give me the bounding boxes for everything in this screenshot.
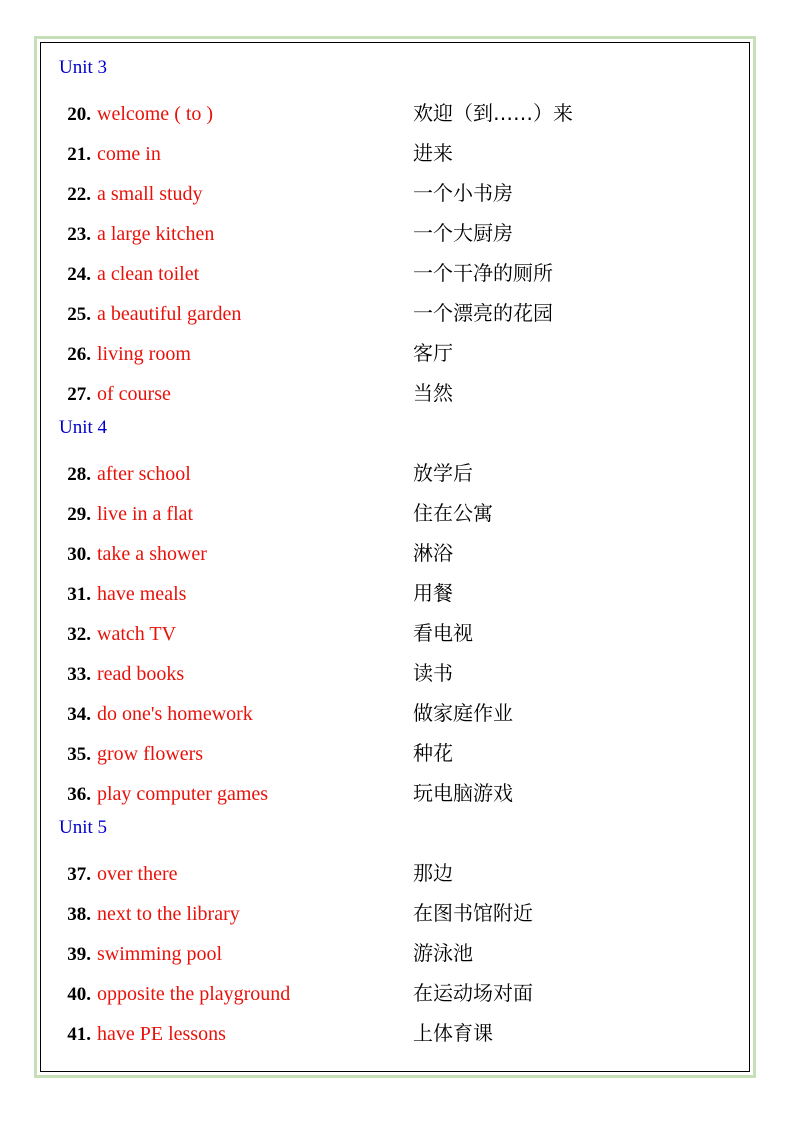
entry-chinese: 玩电脑游戏 bbox=[413, 781, 513, 805]
vocabulary-row bbox=[55, 177, 749, 217]
entry-number: 26. bbox=[67, 344, 91, 365]
vocabulary-row bbox=[55, 897, 749, 937]
entry-english: read books bbox=[97, 663, 185, 685]
entry-number: 35. bbox=[67, 744, 91, 765]
entry-chinese: 在运动场对面 bbox=[413, 981, 533, 1005]
entry-number: 27. bbox=[67, 384, 91, 405]
entry-number: 32. bbox=[67, 624, 91, 645]
entry-english: live in a flat bbox=[97, 503, 194, 525]
vocabulary-row bbox=[55, 377, 749, 417]
entry-number: 34. bbox=[67, 704, 91, 725]
unit-heading-label: Unit 5 bbox=[59, 817, 108, 838]
entry-number: 20. bbox=[67, 104, 91, 125]
entry-number: 38. bbox=[67, 904, 91, 925]
vocabulary-row bbox=[55, 777, 749, 817]
entry-english: take a shower bbox=[97, 543, 207, 565]
vocabulary-row bbox=[55, 337, 749, 377]
entry-english: a beautiful garden bbox=[97, 303, 242, 325]
entry-english: grow flowers bbox=[97, 743, 204, 765]
entry-number: 36. bbox=[67, 784, 91, 805]
entry-english: have meals bbox=[97, 583, 187, 605]
entry-english: come in bbox=[97, 143, 161, 165]
entry-chinese: 看电视 bbox=[413, 621, 473, 645]
entry-number: 28. bbox=[67, 464, 91, 485]
entry-chinese: 一个干净的厕所 bbox=[413, 261, 553, 285]
vocabulary-row bbox=[55, 937, 749, 977]
entry-chinese: 游泳池 bbox=[413, 941, 473, 965]
vocabulary-row bbox=[55, 97, 749, 137]
entry-english: do one's homework bbox=[97, 703, 253, 725]
entry-english: next to the library bbox=[97, 903, 240, 925]
vocabulary-row bbox=[55, 737, 749, 777]
entry-number: 24. bbox=[67, 264, 91, 285]
entry-english: over there bbox=[97, 863, 178, 885]
entry-chinese: 那边 bbox=[413, 861, 453, 885]
entry-chinese: 放学后 bbox=[413, 461, 473, 485]
entry-number: 41. bbox=[67, 1024, 91, 1045]
entry-number: 29. bbox=[67, 504, 91, 525]
page-border-inner bbox=[40, 42, 750, 1072]
vocabulary-row bbox=[55, 857, 749, 897]
page-border-outer bbox=[34, 36, 756, 1078]
vocabulary-row bbox=[55, 657, 749, 697]
entry-number: 31. bbox=[67, 584, 91, 605]
entry-chinese: 做家庭作业 bbox=[413, 701, 513, 725]
entry-english: a small study bbox=[97, 183, 203, 205]
entry-chinese: 淋浴 bbox=[413, 541, 453, 565]
vocabulary-row bbox=[55, 1017, 749, 1057]
vocabulary-row bbox=[55, 137, 749, 177]
entry-number: 21. bbox=[67, 144, 91, 165]
entry-chinese: 住在公寓 bbox=[413, 501, 493, 525]
entry-english: swimming pool bbox=[97, 943, 223, 965]
vocabulary-row bbox=[55, 617, 749, 657]
vocabulary-row bbox=[55, 497, 749, 537]
entry-english: living room bbox=[97, 343, 191, 365]
entry-number: 25. bbox=[67, 304, 91, 325]
entry-number: 22. bbox=[67, 184, 91, 205]
vocabulary-row bbox=[55, 577, 749, 617]
unit-heading bbox=[55, 817, 749, 857]
entry-chinese: 一个漂亮的花园 bbox=[413, 301, 553, 325]
unit-heading-label: Unit 4 bbox=[59, 417, 108, 438]
unit-heading-label: Unit 3 bbox=[59, 57, 108, 78]
vocabulary-list bbox=[55, 57, 749, 1057]
entry-english: play computer games bbox=[97, 783, 269, 805]
entry-chinese: 用餐 bbox=[413, 581, 453, 605]
entry-chinese: 在图书馆附近 bbox=[413, 901, 533, 925]
entry-english: watch TV bbox=[97, 623, 177, 645]
entry-english: of course bbox=[97, 383, 171, 405]
entry-chinese: 上体育课 bbox=[413, 1021, 493, 1045]
unit-heading bbox=[55, 417, 749, 457]
unit-heading bbox=[55, 57, 749, 97]
entry-number: 39. bbox=[67, 944, 91, 965]
entry-english: a large kitchen bbox=[97, 223, 215, 245]
entry-number: 40. bbox=[67, 984, 91, 1005]
vocabulary-row bbox=[55, 697, 749, 737]
entry-chinese: 客厅 bbox=[413, 341, 453, 365]
entry-chinese: 种花 bbox=[413, 741, 453, 765]
entry-chinese: 进来 bbox=[413, 141, 453, 165]
entry-english: after school bbox=[97, 463, 191, 485]
vocabulary-row bbox=[55, 257, 749, 297]
entry-english: opposite the playground bbox=[97, 983, 291, 1005]
vocabulary-row bbox=[55, 537, 749, 577]
entry-chinese: 当然 bbox=[413, 381, 453, 405]
entry-english: have PE lessons bbox=[97, 1023, 226, 1045]
entry-english: welcome ( to ) bbox=[97, 103, 214, 125]
entry-english: a clean toilet bbox=[97, 263, 200, 285]
entry-number: 33. bbox=[67, 664, 91, 685]
entry-chinese: 欢迎（到……）来 bbox=[413, 101, 573, 125]
entry-number: 30. bbox=[67, 544, 91, 565]
entry-chinese: 一个小书房 bbox=[413, 181, 513, 205]
vocabulary-row bbox=[55, 297, 749, 337]
entry-chinese: 一个大厨房 bbox=[413, 221, 513, 245]
vocabulary-row bbox=[55, 977, 749, 1017]
vocabulary-row bbox=[55, 217, 749, 257]
entry-number: 37. bbox=[67, 864, 91, 885]
entry-number: 23. bbox=[67, 224, 91, 245]
vocabulary-row bbox=[55, 457, 749, 497]
entry-chinese: 读书 bbox=[413, 661, 453, 685]
